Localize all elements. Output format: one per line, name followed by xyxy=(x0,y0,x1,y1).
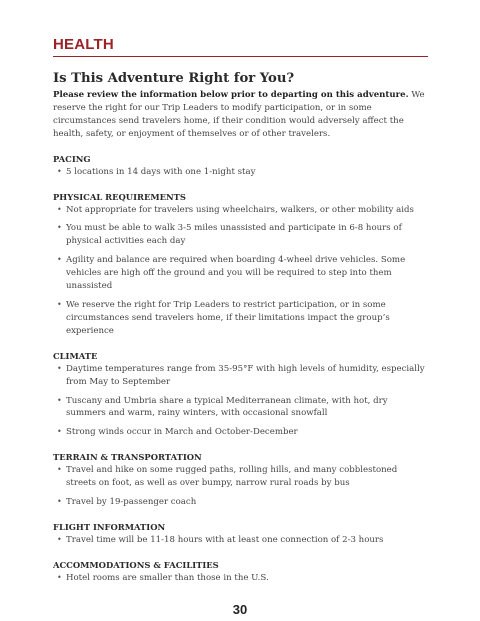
list-item-text: Travel time will be 11-18 hours with at least one connection of 2-3 hours xyxy=(66,534,384,545)
intro-bold: Please review the information below prior to departing on this adventure. xyxy=(53,90,409,100)
list-item-text: You must be able to walk 3-5 miles unassisted and participate in 6-8 hours of physical activities each day xyxy=(66,223,402,247)
section-block xyxy=(53,192,428,338)
section-heading: PACING xyxy=(53,153,91,164)
section-title: HEALTH xyxy=(53,36,114,53)
list-item xyxy=(53,299,428,338)
bullet-icon: • xyxy=(57,223,62,233)
list-item xyxy=(53,363,428,389)
list-item-text: Not appropriate for travelers using wheelchairs, walkers, or other mobility aids xyxy=(66,204,414,215)
bullet-list xyxy=(53,204,428,338)
list-item-text: Travel by 19-passenger coach xyxy=(66,497,197,508)
bullet-icon: • xyxy=(57,299,62,309)
section-heading: TERRAIN & TRANSPORTATION xyxy=(53,452,202,463)
list-item-text: Hotel rooms are smaller than those in the U.S. xyxy=(66,572,269,583)
bullet-icon: • xyxy=(57,427,62,437)
sections-container xyxy=(53,154,428,585)
list-item-text: Agility and balance are required when boarding 4-wheel drive vehicles. Some vehicles are high off the ground and you will be required to step into them unassisted xyxy=(66,255,406,292)
bullet-icon: • xyxy=(57,166,62,176)
list-item xyxy=(53,496,428,509)
list-item xyxy=(53,204,428,217)
bullet-list xyxy=(53,572,428,585)
list-item xyxy=(53,395,428,421)
list-item xyxy=(53,254,428,293)
section-heading: PHYSICAL REQUIREMENTS xyxy=(53,191,186,202)
list-item-text: Tuscany and Umbria share a typical Mediterranean climate, with hot, dry summers and warm, rainy winters, with occasional snowfall xyxy=(66,395,388,419)
list-item-text: 5 locations in 14 days with one 1-night stay xyxy=(66,166,256,177)
bullet-icon: • xyxy=(57,204,62,214)
intro-text: We reserve the right for our Trip Leaders to modify participation, or in some circumstances send travelers home, if their condition would adversely affect the health, safety, or enjoyment of themselves or of other travelers. xyxy=(53,90,425,139)
section-block xyxy=(53,154,428,179)
bullet-icon: • xyxy=(57,363,62,373)
bullet-icon: • xyxy=(57,572,62,582)
bullet-icon: • xyxy=(57,395,62,405)
page-number: 30 xyxy=(232,602,248,617)
bullet-list xyxy=(53,464,428,509)
intro-paragraph xyxy=(53,89,428,141)
list-item xyxy=(53,222,428,248)
section-block xyxy=(53,351,428,440)
list-item-text: Daytime temperatures range from 35-95°F with high levels of humidity, especially from May to September xyxy=(66,363,425,387)
bullet-icon: • xyxy=(57,255,62,265)
list-item xyxy=(53,426,428,439)
section-heading: FLIGHT INFORMATION xyxy=(53,521,166,532)
list-item-text: We reserve the right for Trip Leaders to restrict participation, or in some circumstances send travelers home, if their limitations impact the group’s experience xyxy=(66,299,390,336)
list-item-text: Travel and hike on some rugged paths, rolling hills, and many cobblestoned streets on foot, as well as over bumpy, narrow rural roads by bus xyxy=(66,465,398,489)
section-heading: CLIMATE xyxy=(53,350,98,361)
list-item xyxy=(53,534,428,547)
section-heading: ACCOMMODATIONS & FACILITIES xyxy=(53,559,219,570)
section-block xyxy=(53,522,428,547)
list-item xyxy=(53,166,428,179)
list-item xyxy=(53,572,428,585)
section-block xyxy=(53,452,428,509)
bullet-icon: • xyxy=(57,534,62,544)
document-page xyxy=(53,36,428,585)
list-item xyxy=(53,464,428,490)
bullet-icon: • xyxy=(57,497,62,507)
title-divider xyxy=(53,56,428,57)
bullet-icon: • xyxy=(57,465,62,475)
bullet-list xyxy=(53,363,428,440)
list-item-text: Strong winds occur in March and October-December xyxy=(66,427,298,438)
section-block xyxy=(53,560,428,585)
bullet-list xyxy=(53,534,428,547)
bullet-list xyxy=(53,166,428,179)
page-heading: Is This Adventure Right for You? xyxy=(53,71,295,86)
